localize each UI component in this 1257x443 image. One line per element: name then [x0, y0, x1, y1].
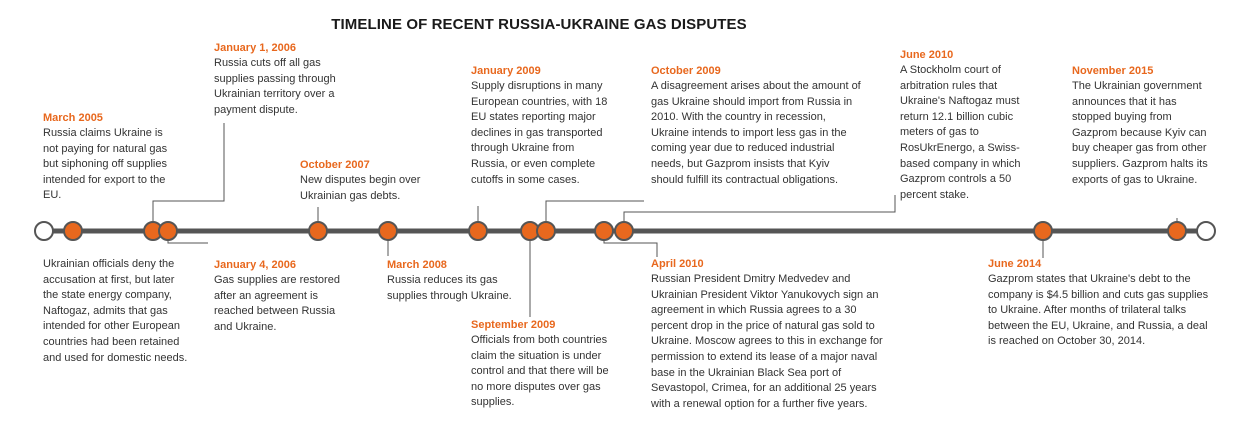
timeline-end-marker: [1197, 222, 1215, 240]
event-text: New disputes begin over Ukrainian gas debts.: [300, 174, 421, 202]
dot-oct2009: [537, 222, 555, 240]
event-date: September 2009: [471, 319, 556, 331]
event-text: A Stockholm court of arbitration rules that Ukraine's Naftogaz must return 12.1 billion cubic meters of gas to RosUkrEnergo, a Swiss-based company in which Gazprom controls a 50 percent stake.: [900, 64, 1021, 201]
event-text: A disagreement arises about the amount of gas Ukraine should import from Russia in 2010. With the country in recession, Ukraine intends to import less gas in the coming year due to reduced industrial needs, but Gazprom insists that Kyiv should fulfill its contractual obligations.: [651, 80, 861, 186]
event-date: June 2010: [900, 49, 954, 61]
event-text: Russia cuts off all gas supplies passing through Ukrainian territory over a payment dispute.: [214, 57, 336, 116]
event-sep2009: [471, 317, 616, 411]
dot-mar2008: [379, 222, 397, 240]
dot-mar2005: [64, 222, 82, 240]
event-text: Gas supplies are restored after an agreement is reached between Russia and Ukraine.: [214, 274, 340, 333]
event-text: Gazprom states that Ukraine's debt to the company is $4.5 billion and cuts gas supplies to Ukraine. After months of trilateral talks between the EU, Ukraine, and Russia, a deal is reached on October 30, 2014.: [988, 273, 1209, 348]
event-jan2009: [471, 63, 611, 188]
connector-jun2010: [624, 195, 895, 231]
event-date: January 2009: [471, 65, 541, 77]
event-text: Ukrainian officials deny the accusation at first, but later the state energy company, Naftogaz, admits that gas intended for other European countries had been retained and used for domestic needs.: [43, 258, 188, 364]
event-text: Russia reduces its gas supplies through Ukraine.: [387, 274, 512, 302]
dot-jan2009: [469, 222, 487, 240]
event-date: January 1, 2006: [214, 42, 296, 54]
event-oct2007: [300, 157, 435, 204]
event-oct2009: [651, 63, 861, 188]
event-date: April 2010: [651, 258, 704, 270]
event-nov2015: [1072, 63, 1212, 188]
event-jun2014: [988, 256, 1213, 350]
event-text: Russian President Dmitry Medvedev and Ukrainian President Viktor Yanukovych sign an agreement in which Russia agrees to a 30 percent drop in the price of natural gas sold to Ukraine. Moscow agrees to this in exchange for permission to extend its lease of a major naval base in the Ukrainian Black Sea port of Sevastopol, Crimea, for an additional 25 years with a renewal option for a further five years.: [651, 273, 883, 410]
event-date: March 2008: [387, 259, 447, 271]
dot-jan4-2006: [159, 222, 177, 240]
timeline-start-marker: [35, 222, 53, 240]
dot-jun2010: [615, 222, 633, 240]
event-mar2005: [43, 110, 168, 204]
event-date: March 2005: [43, 112, 103, 124]
dot-jun2014: [1034, 222, 1052, 240]
event-jan2006: [214, 40, 349, 118]
event-jun2010: [900, 47, 1030, 203]
chart-title: TIMELINE OF RECENT RUSSIA-UKRAINE GAS DISPUTES: [331, 16, 747, 33]
event-date: November 2015: [1072, 65, 1154, 77]
event-date: January 4, 2006: [214, 259, 296, 271]
event-jan4-2006: [214, 257, 349, 335]
event-mar2008: [387, 257, 522, 304]
event-date: October 2007: [300, 159, 370, 171]
event-text: The Ukrainian government announces that it has stopped buying from Gazprom because Kyiv can buy cheaper gas from other suppliers. Gazprom halts its exports of gas to Ukraine.: [1072, 80, 1208, 186]
dot-oct2007: [309, 222, 327, 240]
dot-apr2010: [595, 222, 613, 240]
event-mar2005-followup: [43, 257, 188, 366]
event-text: Officials from both countries claim the situation is under control and that there will be no more disputes over gas supplies.: [471, 334, 609, 409]
event-date: October 2009: [651, 65, 721, 77]
event-text: Supply disruptions in many European countries, with 18 EU states reporting major declines in gas transported through Ukraine from Russia, or even complete cutoffs in some cases.: [471, 80, 608, 186]
event-text: Russia claims Ukraine is not paying for natural gas but siphoning off supplies intended for export to the EU.: [43, 127, 168, 202]
dot-nov2015: [1168, 222, 1186, 240]
event-date: June 2014: [988, 258, 1042, 270]
event-apr2010: [651, 256, 886, 412]
